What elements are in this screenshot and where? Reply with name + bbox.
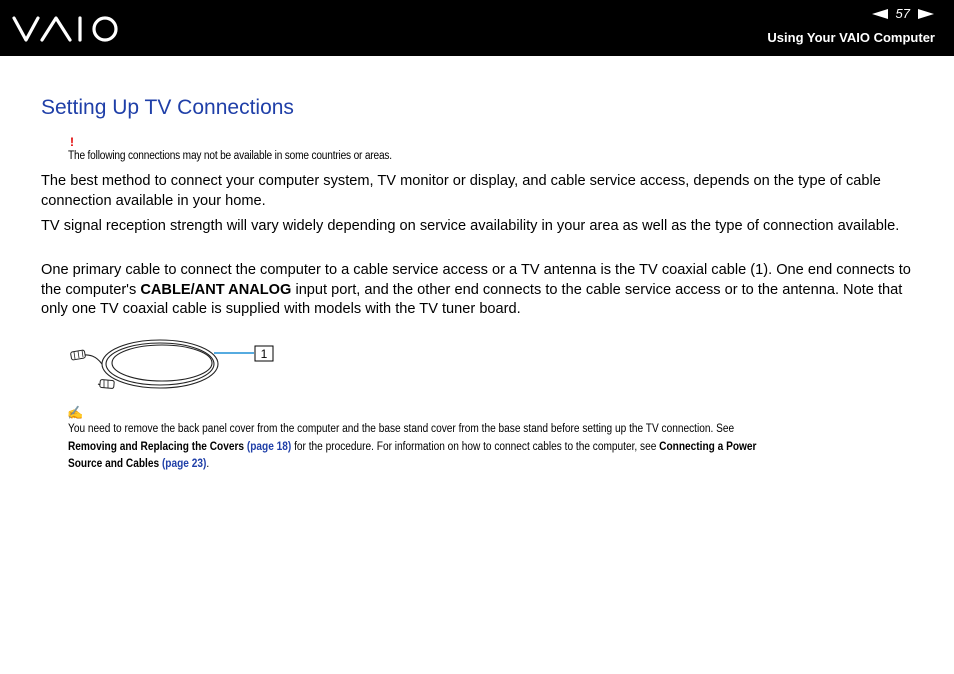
tip-text: You need to remove the back panel cover from the computer and the base stand cover from the base stand before setting up the TV connection. See xyxy=(68,423,735,435)
warning-note: The following connections may not be available in some countries or areas. xyxy=(68,150,392,162)
vaio-logo-icon xyxy=(12,14,122,44)
paragraph-text: input port, and the other end connects to the cable service access or to the antenna. Note that only one TV coaxial cable is supplied with models with the TV tuner board. xyxy=(41,281,903,317)
page-23-link[interactable]: (page 23) xyxy=(161,458,207,471)
tv-coaxial-cable-illustration xyxy=(66,334,280,394)
tip-text: . xyxy=(206,458,210,471)
page-title: Setting Up TV Connections xyxy=(41,96,294,119)
next-page-arrow-icon[interactable] xyxy=(918,9,934,19)
tip-text: for the procedure. For information on how to connect cables to the computer, see xyxy=(291,440,660,453)
reference-title: Source and Cables xyxy=(68,458,160,471)
paragraph-signal-strength: TV signal reception strength will vary widely depending on service availability in your area as well as the type of connection available. xyxy=(41,218,900,234)
reference-title: Connecting a Power xyxy=(659,440,757,453)
reference-title: Removing and Replacing the Covers xyxy=(68,440,245,453)
page-18-link[interactable]: (page 18) xyxy=(246,440,292,453)
tip-note xyxy=(68,421,913,474)
page-header xyxy=(0,0,954,56)
figure-callout-number: 1 xyxy=(260,347,268,361)
warning-icon: ! xyxy=(70,135,74,149)
section-title: Using Your VAIO Computer xyxy=(767,30,935,45)
port-name: CABLE/ANT ANALOG xyxy=(140,281,292,298)
note-pencil-icon: ✍ xyxy=(67,405,84,420)
paragraph-best-method: The best method to connect your computer system, TV monitor or display, and cable service access, depends on the type of cable connection available in your home. xyxy=(41,173,881,209)
paragraph-text: One primary cable to connect the computer to a cable service access or a TV antenna is the TV coaxial cable (1). One end connects to the computer's xyxy=(41,262,911,298)
page-navigation xyxy=(872,6,934,21)
paragraph-coaxial-cable xyxy=(41,261,915,320)
previous-page-arrow-icon[interactable] xyxy=(872,9,888,19)
page-number: 57 xyxy=(895,6,910,21)
